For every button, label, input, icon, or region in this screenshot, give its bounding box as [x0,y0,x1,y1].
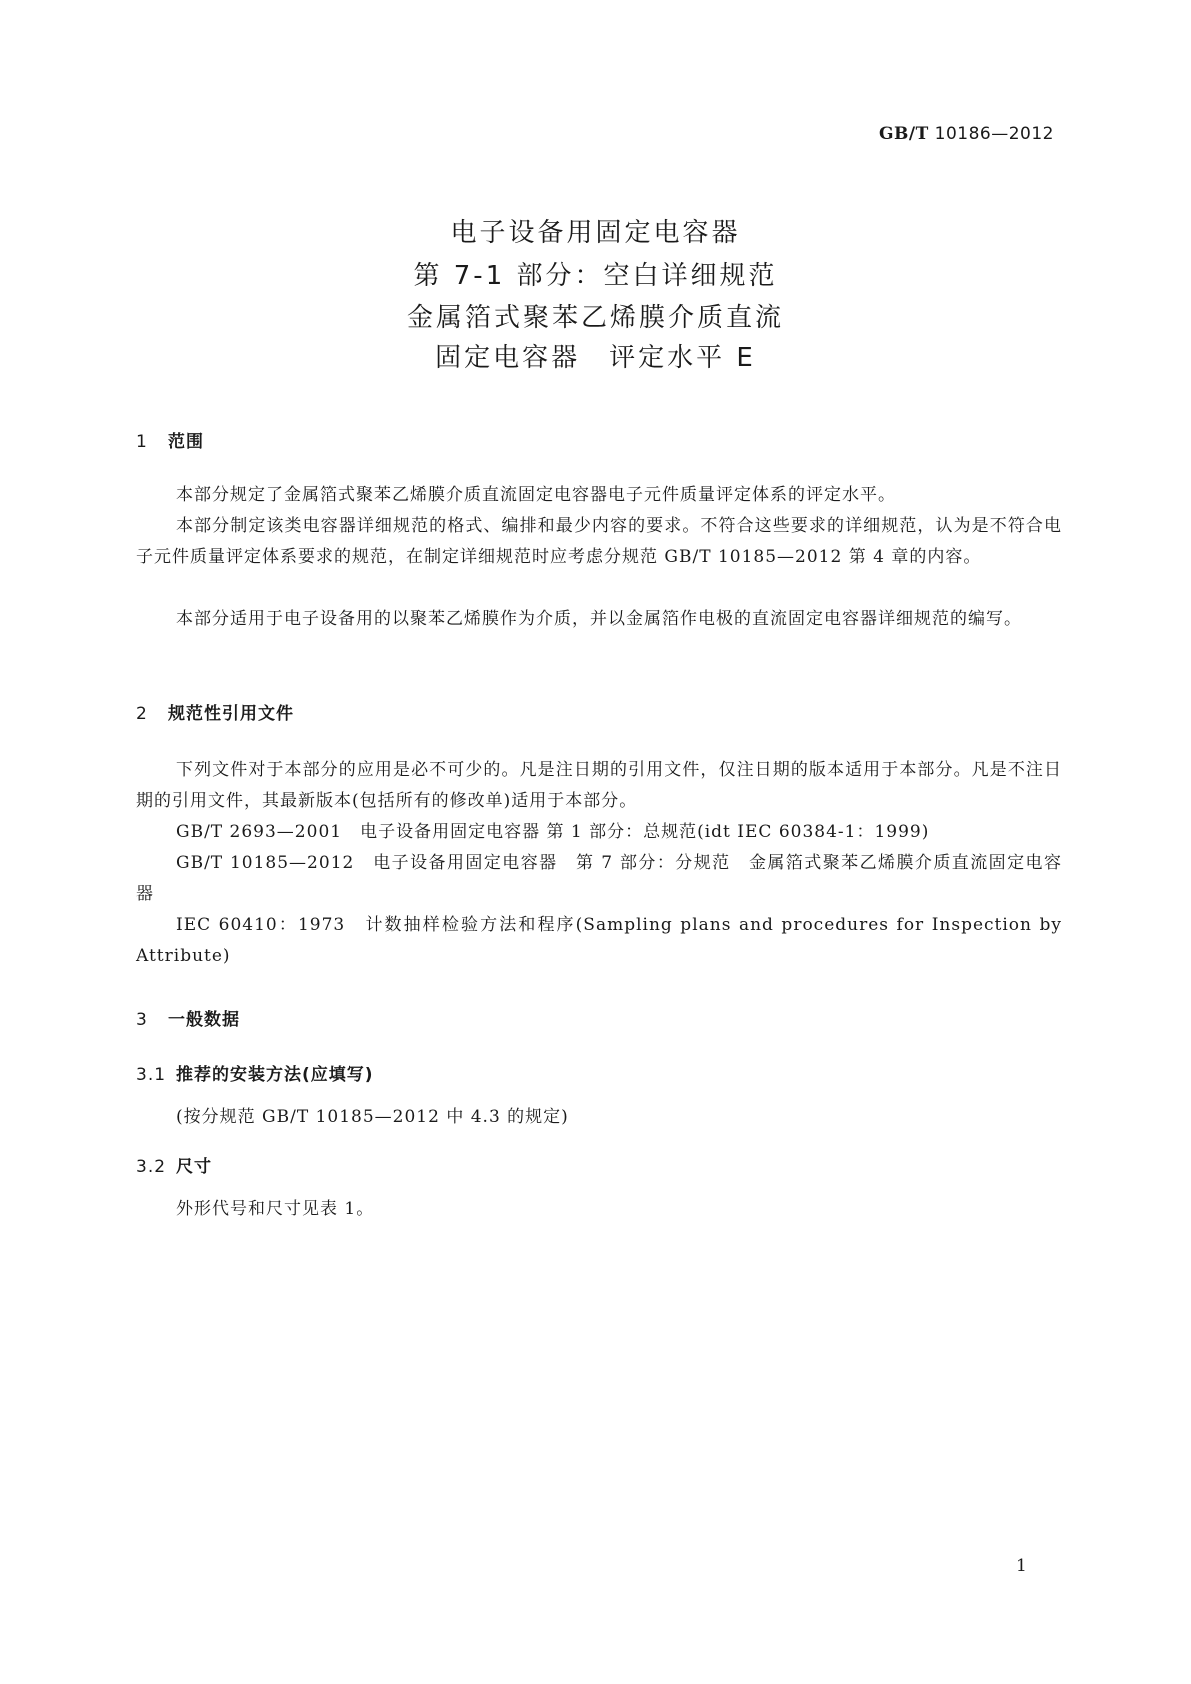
title-line-4: 固定电容器 评定水平 E [435,343,756,373]
section-3-1-paragraph: (按分规范 GB/T 10185—2012 中 4.3 的规定) [176,1107,569,1127]
section-3-2-title: 尺寸 [176,1157,212,1177]
section-1-title: 范围 [168,432,204,452]
title-line-1: 电子设备用固定电容器 [450,218,741,248]
section-3-1-number: 3.1 [136,1065,167,1085]
section-3-title: 一般数据 [168,1010,240,1030]
title-line-3: 金属箔式聚苯乙烯膜介质直流 [406,303,784,333]
section-1-heading [136,427,204,452]
section-1-paragraph-1: 本部分规定了金属箔式聚苯乙烯膜介质直流固定电容器电子元件质量评定体系的评定水平。 [176,485,896,505]
section-1-number: 1 [136,432,148,452]
standard-code [879,124,1054,144]
section-1-paragraph-3: 本部分适用于电子设备用的以聚苯乙烯膜作为介质，并以金属箔作电极的直流固定电容器详细规范的编写。 [176,609,1022,629]
page-number: 1 [1016,1556,1027,1576]
section-2-paragraph-1: 下列文件对于本部分的应用是必不可少的。凡是注日期的引用文件，仅注日期的版本适用于本部分。凡是不注日期的引用文件，其最新版本(包括所有的修改单)适用于本部分。 [136,760,1062,811]
reference-2: GB/T 10185—2012 电子设备用固定电容器 第 7 部分：分规范 金属箔式聚苯乙烯膜介质直流固定电容器 [136,853,1062,904]
standard-code-number: 10186—2012 [934,124,1054,144]
standard-code-prefix: GB/T [879,124,929,144]
title-line-2: 第 7-1 部分：空白详细规范 [413,261,778,291]
section-3-1-heading [136,1060,374,1085]
section-2-title: 规范性引用文件 [168,704,294,724]
section-3-2-heading [136,1152,212,1177]
section-3-2-paragraph: 外形代号和尺寸见表 1。 [176,1199,375,1219]
section-3-1-title: 推荐的安装方法(应填写) [176,1065,374,1085]
section-2-heading [136,699,294,724]
section-1-paragraph-2: 本部分制定该类电容器详细规范的格式、编排和最少内容的要求。不符合这些要求的详细规范，认为是不符合电子元件质量评定体系要求的规范，在制定详细规范时应考虑分规范 GB/T 10185—2012 第 4 章的内容。 [136,516,1062,567]
section-3-2-number: 3.2 [136,1157,167,1177]
reference-1: GB/T 2693—2001 电子设备用固定电容器 第 1 部分：总规范(idt IEC 60384-1：1999) [176,822,930,842]
section-2-number: 2 [136,704,148,724]
section-3-heading [136,1005,240,1030]
section-3-number: 3 [136,1010,148,1030]
reference-3: IEC 60410：1973 计数抽样检验方法和程序(Sampling plans and procedures for Inspection by Attribute) [136,915,1062,966]
